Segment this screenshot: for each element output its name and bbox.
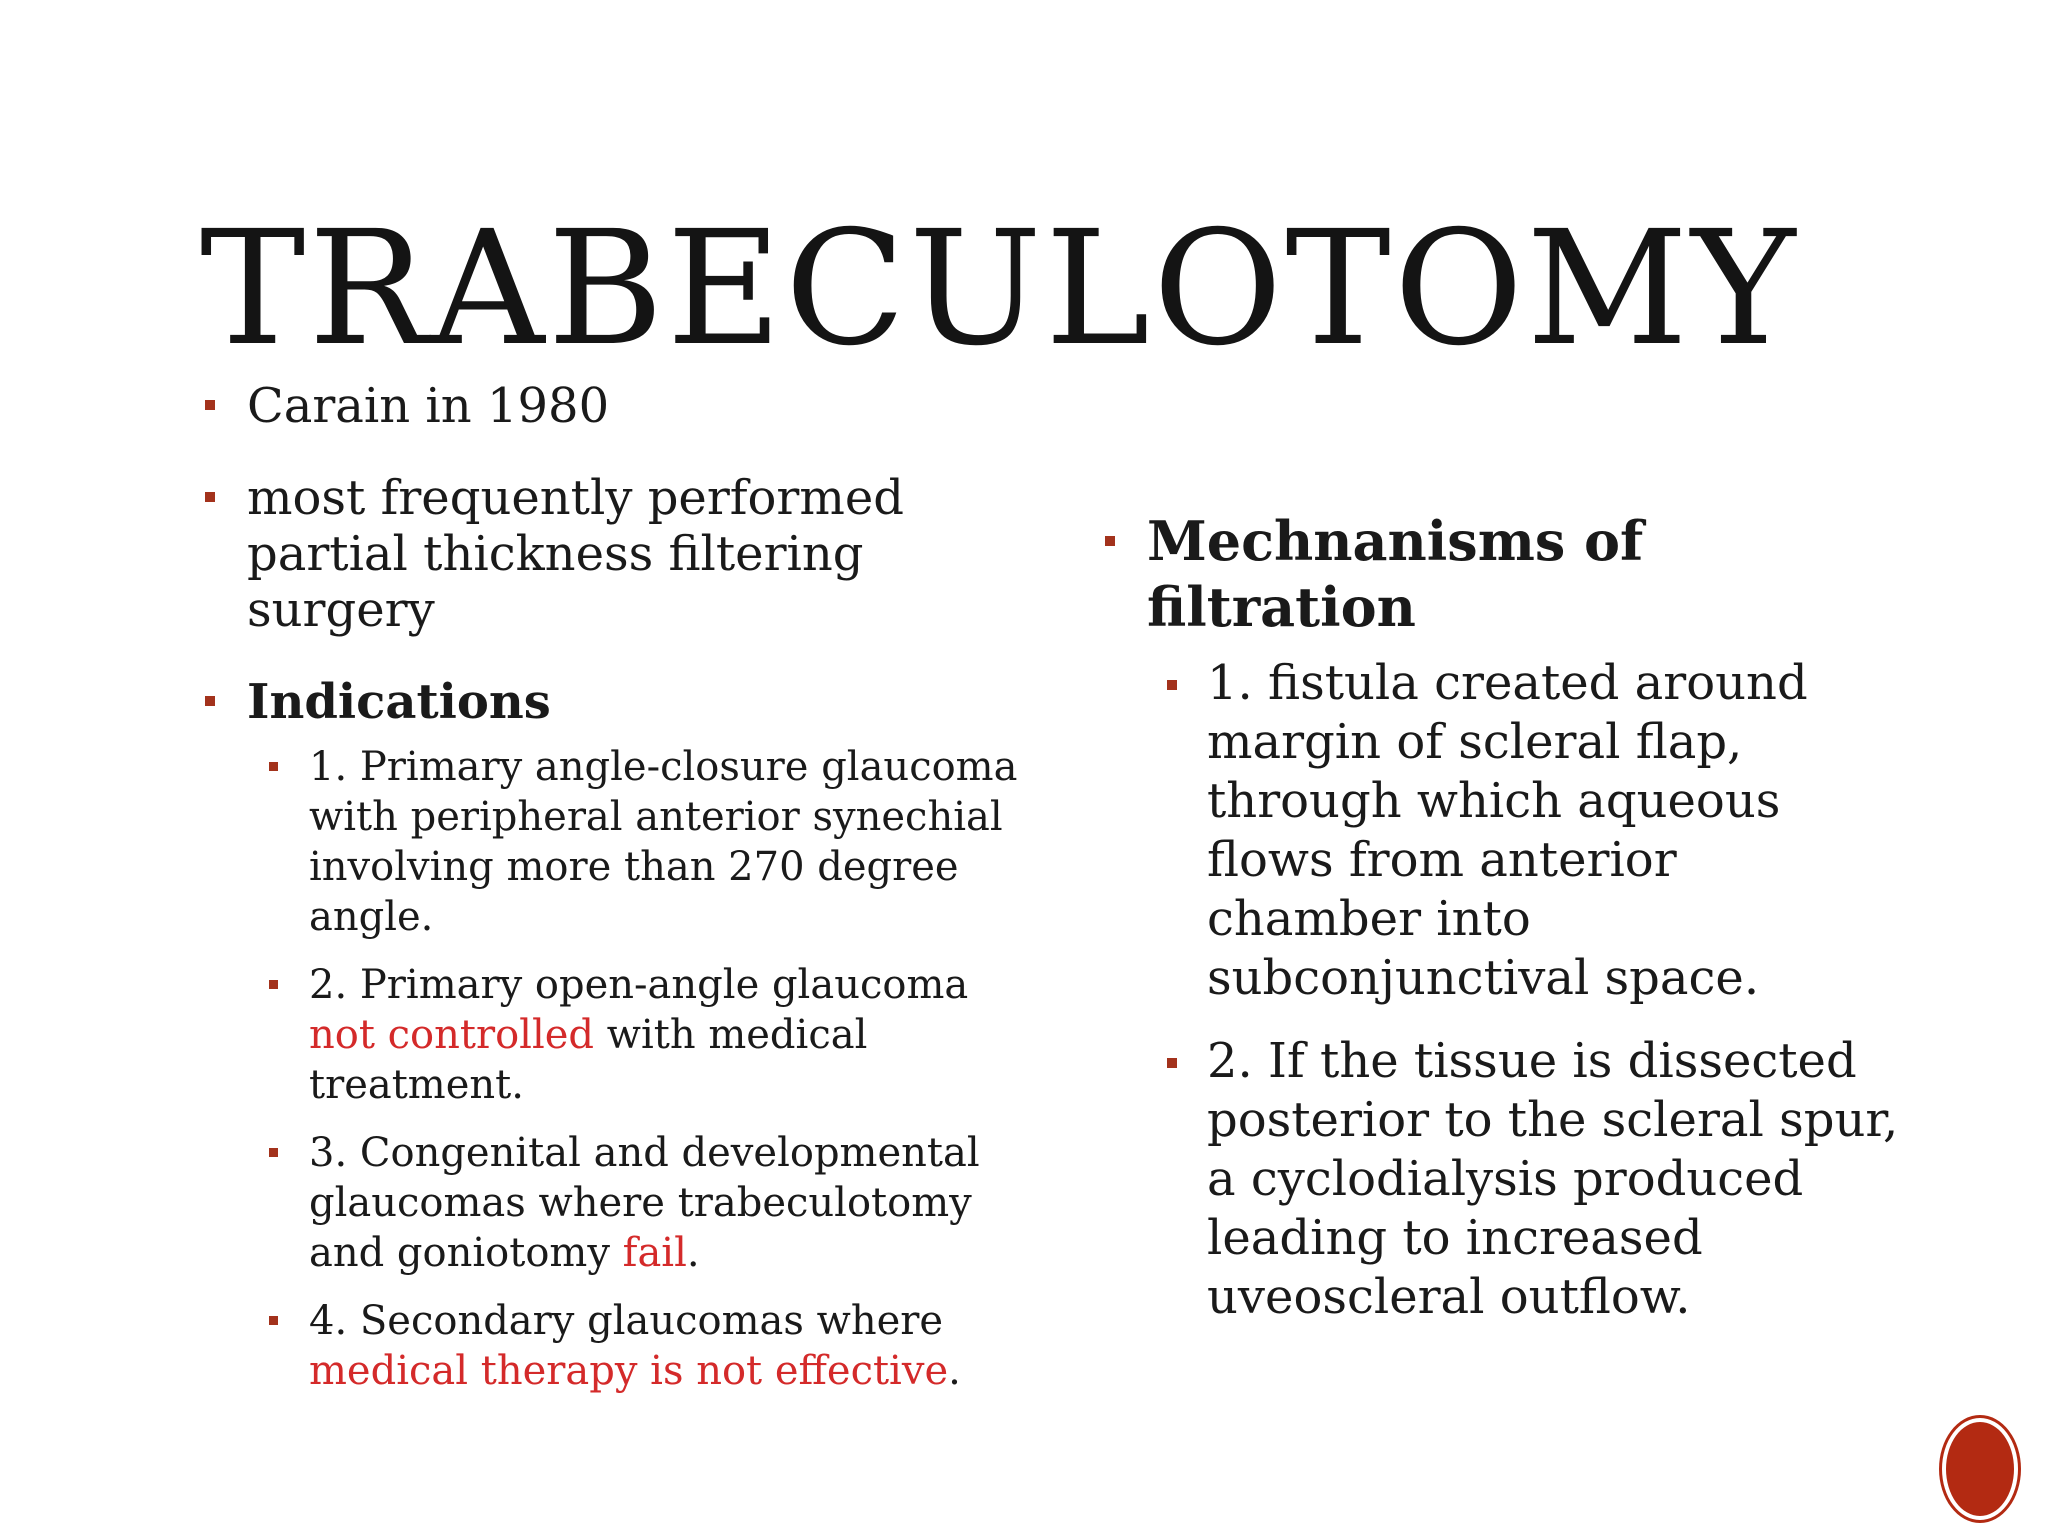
left-column xyxy=(205,378,1025,1432)
indications-list xyxy=(269,742,1025,1396)
indication-item-2 xyxy=(269,960,1025,1110)
indication-item-1 xyxy=(269,742,1025,942)
bullet-carain: Carain in 1980 xyxy=(205,378,1025,434)
bullet-indications xyxy=(205,674,1025,1396)
indication-4-text-a: 4. Secondary glaucomas where xyxy=(309,1298,944,1344)
indication-3-text-a: 3. Congenital and developmental glaucomas where trabeculotomy and goniotomy xyxy=(309,1130,980,1276)
slide-title: TRABECULOTOMY xyxy=(200,197,1799,381)
right-bullet-list xyxy=(1105,508,1905,640)
bullet-most-frequent: most frequently performed partial thickness filtering surgery xyxy=(205,470,1025,638)
indication-2-text-b: with medical treatment. xyxy=(309,1012,868,1108)
indication-item-3 xyxy=(269,1128,1025,1278)
mechanisms-list xyxy=(1167,654,1905,1327)
indication-4-text-b: . xyxy=(948,1348,961,1394)
indication-3-highlight: fail xyxy=(622,1230,687,1276)
bullet-mechanisms xyxy=(1105,508,1905,640)
indication-4-highlight: medical therapy is not effective xyxy=(309,1348,949,1394)
indication-3-text-b: . xyxy=(686,1230,700,1276)
left-bullet-list xyxy=(205,378,1025,1396)
indication-item-4 xyxy=(269,1296,1025,1396)
mechanism-item-1: 1. fistula created around margin of scleral flap, through which aqueous flows from anterior chamber into subconjunctival space. xyxy=(1167,654,1905,1008)
indication-1-text: 1. Primary angle-closure glaucoma with peripheral anterior synechial involving more than 270 degree angle. xyxy=(309,744,1018,940)
mechanism-item-2: 2. If the tissue is dissected posterior to the scleral spur, a cyclodialysis produced leading to increased uveoscleral outflow. xyxy=(1167,1032,1905,1327)
indications-heading: Indications xyxy=(247,674,551,730)
slide-number-badge xyxy=(1942,1418,2018,1520)
right-column xyxy=(1105,508,1905,1351)
indication-2-text-a: 2. Primary open-angle glaucoma xyxy=(309,962,969,1008)
mechanisms-heading: Mechnanisms of filtration xyxy=(1147,509,1644,639)
indication-2-highlight: not controlled xyxy=(309,1012,595,1058)
